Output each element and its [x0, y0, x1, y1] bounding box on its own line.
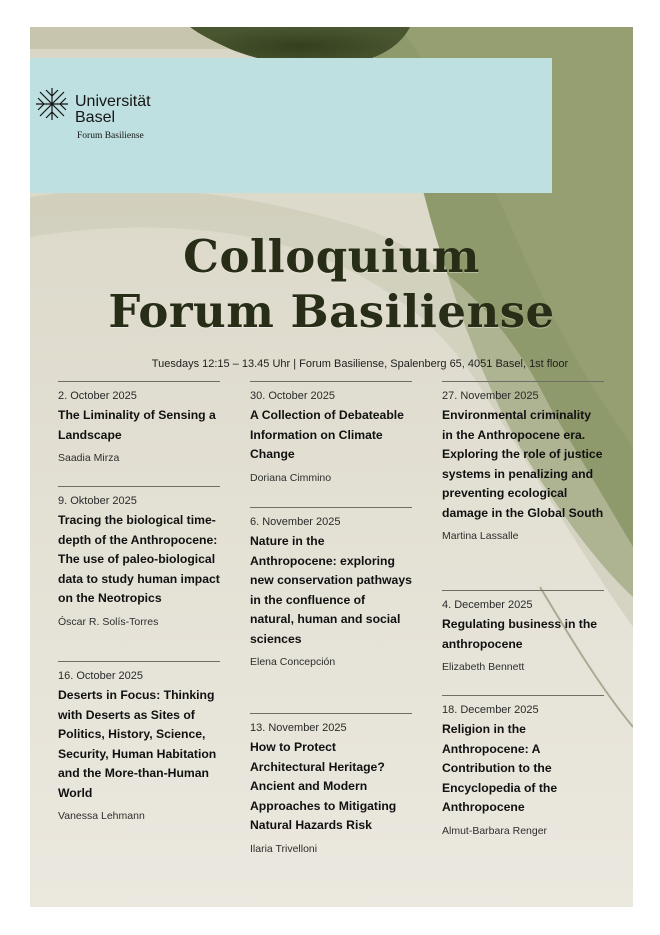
event-speaker: Ilaria Trivelloni — [250, 842, 318, 855]
event-title: The Liminality of Sensing a Landscape — [58, 408, 216, 442]
column-3 — [442, 381, 604, 838]
event-date: 13. November 2025 — [250, 722, 347, 734]
logo-city: Basel — [75, 109, 116, 126]
page-title-line2: Forum Basiliense — [108, 285, 555, 338]
event-speaker: Doriana Cimmino — [250, 471, 332, 484]
event-title: Environmental criminality in the Anthropocene era. Exploring the role of justice systems in penalizing and preventing ecological damage in the Global South — [442, 408, 604, 520]
event-item — [442, 590, 604, 695]
event-date: 2. October 2025 — [58, 390, 137, 402]
event-item — [250, 713, 412, 856]
event-speaker: Martina Lassalle — [442, 530, 519, 542]
event-title: Tracing the biological time-depth of the Anthropocene: The use of paleo-biological data to study human impact on the Neotropics — [58, 513, 220, 605]
event-date: 4. December 2025 — [442, 599, 533, 611]
logo-name — [75, 94, 151, 126]
event-title: Regulating business in the anthropocene — [442, 617, 598, 651]
event-date: 16. October 2025 — [58, 670, 144, 682]
event-item — [250, 381, 412, 507]
event-speaker: Óscar R. Solís-Torres — [58, 615, 159, 628]
event-date: 27. November 2025 — [442, 390, 539, 402]
event-speaker: Elizabeth Bennett — [442, 661, 525, 673]
event-item — [58, 661, 220, 823]
event-title: Deserts in Focus: Thinking with Deserts as Sites of Politics, History, Science, Security, Human Habitation and the More-than-Human World — [58, 688, 217, 800]
event-title: Nature in the Anthropocene: exploring new conservation pathways in the confluence of natural, human and social sciences — [250, 534, 412, 646]
poster — [30, 27, 633, 907]
event-item — [58, 381, 220, 486]
event-title: Religion in the Anthropocene: A Contribution to the Encyclopedia of the Anthropocene — [442, 722, 558, 814]
event-speaker: Almut-Barbara Renger — [442, 824, 548, 837]
event-date: 18. December 2025 — [442, 704, 539, 716]
header-box — [30, 58, 552, 193]
page-title-line1: Colloquium — [183, 230, 480, 283]
event-item — [250, 507, 412, 713]
event-item — [442, 695, 604, 838]
event-title: How to Protect Architectural Heritage? Ancient and Modern Approaches to Mitigating Natural Hazards Risk — [250, 740, 397, 832]
logo-subtitle: Forum Basiliense — [77, 131, 144, 141]
event-item — [58, 486, 220, 661]
event-date: 9. Oktober 2025 — [58, 495, 137, 507]
column-2 — [250, 381, 412, 856]
column-1 — [58, 381, 220, 823]
event-item — [442, 381, 604, 590]
event-info: Tuesdays 12:15 – 13.45 Uhr | Forum Basiliense, Spalenberg 65, 4051 Basel, 1st floor — [151, 358, 569, 370]
logo-university: Universität — [75, 93, 151, 110]
university-logo-icon — [34, 86, 70, 122]
event-speaker: Elena Concepción — [250, 656, 336, 668]
event-speaker: Vanessa Lehmann — [58, 810, 145, 822]
event-date: 6. November 2025 — [250, 516, 341, 528]
event-date: 30. October 2025 — [250, 390, 336, 402]
event-title: A Collection of Debateable Information on Climate Change — [250, 408, 404, 461]
event-speaker: Saadia Mirza — [58, 452, 120, 464]
